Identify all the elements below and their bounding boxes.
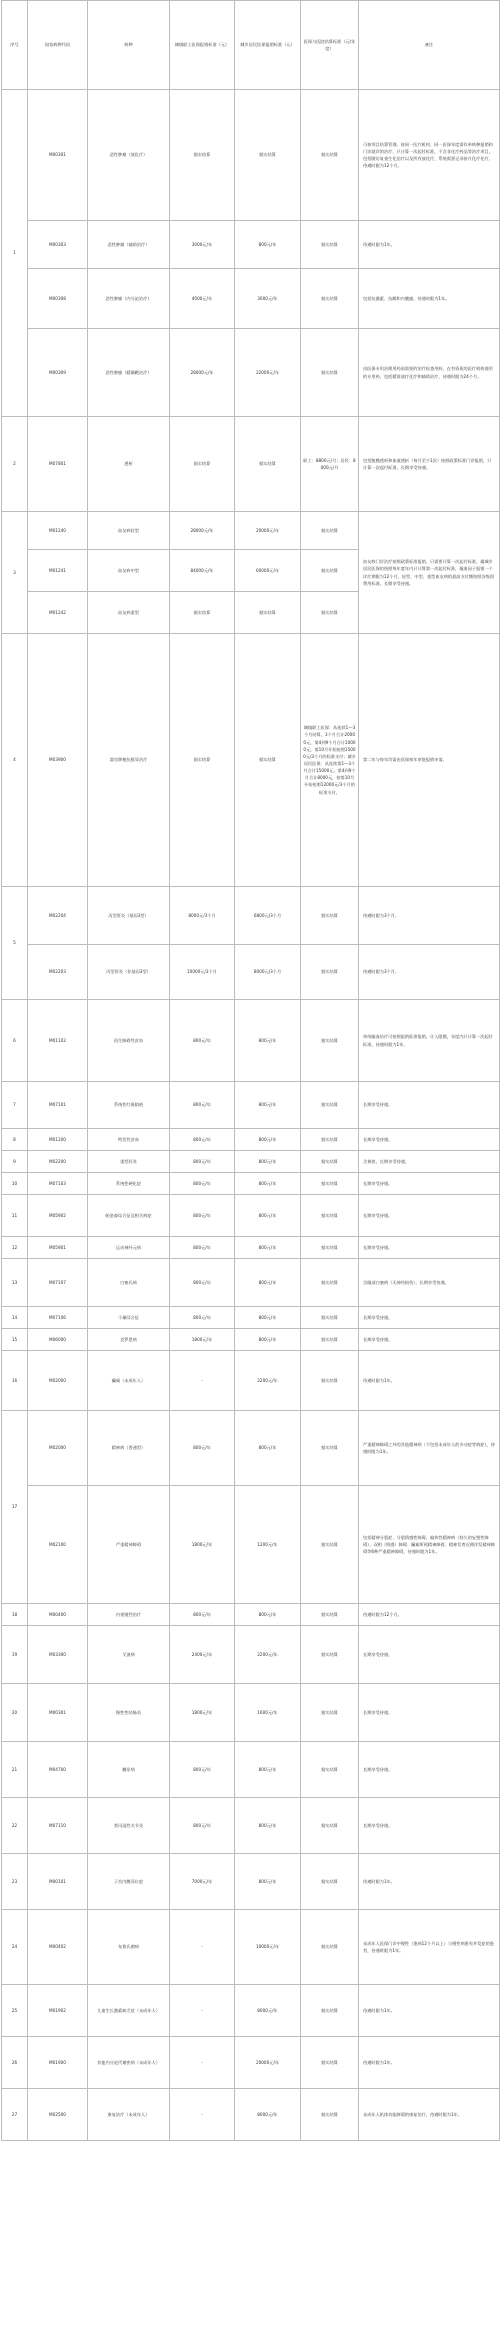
note-cell: 待遇时限为3个月。: [359, 887, 500, 945]
employee-standard-cell: 800元/年: [170, 1604, 235, 1626]
employee-standard-cell: 800元/年: [170, 1742, 235, 1798]
disease-name-cell: 特发性贫血: [88, 1129, 170, 1151]
disease-code-cell: M02203: [28, 945, 88, 1000]
disease-code-cell: M00101: [28, 1854, 88, 1910]
disease-code-cell: M00400: [28, 1604, 88, 1626]
disease-name-cell: 干燥综合征: [88, 1307, 170, 1329]
resident-standard-cell: 800元/年: [235, 1237, 301, 1259]
row-number-cell: 27: [2, 2089, 28, 2141]
disease-code-cell: M07103: [28, 1173, 88, 1195]
disease-code-cell: M01240: [28, 512, 88, 550]
disease-code-cell: M00303: [28, 221, 88, 269]
disease-code-cell: M00308: [28, 269, 88, 329]
disease-name-cell: 重型肝炎: [88, 1151, 170, 1173]
note-cell: 长期享受待遇。: [359, 1742, 500, 1798]
resident-standard-cell: 800元/年: [235, 1195, 301, 1237]
table-row: [2, 1151, 500, 1173]
settlement-standard-cell: 据实结算: [301, 2037, 359, 2089]
employee-standard-cell: 800元/年: [170, 1082, 235, 1129]
col-header-code: 国家病种代码: [28, 1, 88, 90]
settlement-standard-cell: 据实结算: [301, 1411, 359, 1486]
row-number-cell: 16: [2, 1351, 28, 1411]
note-cell: 待遇时限为1年。: [359, 221, 500, 269]
resident-standard-cell: 8000元/3个月: [235, 945, 301, 1000]
table-row: [2, 945, 500, 1000]
disease-name-cell: 丙型肝炎（基因3型）: [88, 887, 170, 945]
employee-standard-cell: 4000元/年: [170, 269, 235, 329]
note-cell: 长期享受待遇。: [359, 1798, 500, 1854]
disease-name-cell: 白塞氏病: [88, 1259, 170, 1307]
settlement-standard-cell: 据实结算: [301, 1351, 359, 1411]
resident-standard-cell: 800元/年: [235, 1411, 301, 1486]
settlement-standard-cell: 据实结算: [301, 1000, 359, 1082]
table-row: [2, 1626, 500, 1684]
disease-code-cell: M02204: [28, 887, 88, 945]
employee-standard-cell: 7000元/年: [170, 1854, 235, 1910]
disease-name-cell: 再生障碍性贫血: [88, 1000, 170, 1082]
disease-code-cell: M06000: [28, 1329, 88, 1351]
table-row: [2, 1351, 500, 1411]
resident-standard-cell: 8000元/年: [235, 1985, 301, 2037]
disease-name-cell: 恶性肿瘤（放化疗）: [88, 90, 170, 221]
table-row: [2, 2037, 500, 2089]
employee-standard-cell: 28000元/年: [170, 329, 235, 417]
disease-name-cell: 系统性红斑狼疮: [88, 1082, 170, 1129]
disease-name-cell: 内视镜性治疗: [88, 1604, 170, 1626]
employee-standard-cell: 据实结算: [170, 417, 235, 512]
disease-name-cell: 类风湿性关节炎: [88, 1798, 170, 1854]
note-cell: 血友病门诊治疗按照政策标准报销，只需要计算一次起付标准，属城乡居民医保的按照每年度年内只计算第一次起付标准，凝血因子报销一个诊疗期限为12个月，轻型、中型、重型血友病的最高支付额按照各级别费用标准。长期享受待遇。: [359, 512, 500, 634]
disease-name-cell: 血友病中型: [88, 550, 170, 592]
disease-name-cell: 其他内分泌代谢疾病（未成年人）: [88, 2037, 170, 2089]
note-cell: 待遇时限为1年。: [359, 1854, 500, 1910]
table-row: [2, 1173, 500, 1195]
employee-standard-cell: -: [170, 1351, 235, 1411]
col-header-employee-standard: 城镇职工医保报销标准（元）: [170, 1, 235, 90]
row-number-cell: 14: [2, 1307, 28, 1329]
employee-standard-cell: 据实结算: [170, 592, 235, 634]
resident-standard-cell: 60000元/年: [235, 550, 301, 592]
row-number-cell: 2: [2, 417, 28, 512]
row-number-cell: 4: [2, 634, 28, 887]
resident-standard-cell: 据实结算: [235, 417, 301, 512]
disease-code-cell: M00402: [28, 1910, 88, 1985]
employee-standard-cell: 据实结算: [170, 634, 235, 887]
employee-standard-cell: 800元/年: [170, 1151, 235, 1173]
row-number-cell: 1: [2, 90, 28, 417]
table-row: [2, 1486, 500, 1604]
disease-name-cell: 康复治疗（未成年人）: [88, 2089, 170, 2141]
settlement-standard-cell: 据实结算: [301, 1259, 359, 1307]
resident-standard-cell: 800元/年: [235, 1082, 301, 1129]
disease-name-cell: 丙型肝炎（非基因3型）: [88, 945, 170, 1000]
note-cell: 长期享受待遇。: [359, 1082, 500, 1129]
disease-name-cell: 帕金森综合征及相关病症: [88, 1195, 170, 1237]
employee-standard-cell: 10000元/3个月: [170, 945, 235, 1000]
table-row: [2, 1854, 500, 1910]
row-number-cell: 11: [2, 1195, 28, 1237]
resident-standard-cell: 6800元/3个月: [235, 887, 301, 945]
settlement-standard-cell: 据实结算: [301, 1910, 359, 1985]
table-row: [2, 1910, 500, 1985]
resident-standard-cell: 1200元/年: [235, 1486, 301, 1604]
resident-standard-cell: 800元/年: [235, 1259, 301, 1307]
employee-standard-cell: -: [170, 2037, 235, 2089]
settlement-standard-cell: 据实结算: [301, 1626, 359, 1684]
resident-standard-cell: 800元/年: [235, 1329, 301, 1351]
table-row: [2, 1798, 500, 1854]
col-header-no: 序号: [2, 1, 28, 90]
note-cell: 包括精神分裂症、分裂情感性障碍、偏执性精神病（持久的妄想性障碍）、双相（情感）障碍、癫痫所致精神障碍、精神发育迟滞伴发精神障碍等6种严重精神障碍，待遇时限为1年。: [359, 1486, 500, 1604]
note-cell: 包括抗激素、抗雌和内膜癌，待遇时限为1年。: [359, 269, 500, 329]
row-number-cell: 15: [2, 1329, 28, 1351]
disease-code-cell: M07801: [28, 417, 88, 512]
settlement-standard-cell: 据实结算: [301, 1684, 359, 1742]
row-number-cell: 21: [2, 1742, 28, 1798]
disease-code-cell: M01241: [28, 550, 88, 592]
settlement-standard-cell: 据实结算: [301, 1985, 359, 2037]
benefit-table: [1, 0, 500, 2141]
disease-name-cell: 运动神经元病: [88, 1237, 170, 1259]
disease-name-cell: 克罗恩病: [88, 1329, 170, 1351]
disease-name-cell: 精神病（普通型）: [88, 1411, 170, 1486]
employee-standard-cell: 800元/年: [170, 1259, 235, 1307]
resident-standard-cell: 800元/年: [235, 1000, 301, 1082]
disease-code-cell: M01902: [28, 1985, 88, 2037]
settlement-standard-cell: 据实结算: [301, 1129, 359, 1151]
disease-name-cell: 透析: [88, 417, 170, 512]
note-cell: 待遇时限为1年。: [359, 1985, 500, 2037]
disease-name-cell: 慢性性结肠炎: [88, 1684, 170, 1742]
employee-standard-cell: 800元/年: [170, 1129, 235, 1151]
table-body: [2, 90, 500, 2141]
employee-standard-cell: 800元/年: [170, 1237, 235, 1259]
settlement-standard-cell: 据实结算: [301, 1486, 359, 1604]
settlement-standard-cell: 据实结算: [301, 269, 359, 329]
resident-standard-cell: 800元/年: [235, 1307, 301, 1329]
header-row: [2, 1, 500, 90]
disease-code-cell: M02500: [28, 2089, 88, 2141]
disease-code-cell: M03300: [28, 1626, 88, 1684]
row-number-cell: 24: [2, 1910, 28, 1985]
settlement-standard-cell: 据实结算: [301, 887, 359, 945]
table-row: [2, 1604, 500, 1626]
employee-standard-cell: 3000元/年: [170, 221, 235, 269]
disease-name-cell: 血友病轻型: [88, 512, 170, 550]
table-row: [2, 269, 500, 329]
row-number-cell: 3: [2, 512, 28, 634]
disease-code-cell: M05902: [28, 1195, 88, 1237]
disease-code-cell: M07110: [28, 1798, 88, 1854]
disease-code-cell: M01900: [28, 2037, 88, 2089]
settlement-standard-cell: 城镇职工医保：从连续1—3个月结算，3个月合计20000元，第4到9个月合计10000元，第10月开始按照15000元/3个月的标准支付；城乡居民医保：从连续第1—3个月合计15000元，第4到9个月合计8000元，按第10月开始按照12000元/3个月的标准支付。: [301, 634, 359, 887]
row-number-cell: 6: [2, 1000, 28, 1082]
disease-name-cell: 严重精神障碍: [88, 1486, 170, 1604]
settlement-standard-cell: 据实结算: [301, 1329, 359, 1351]
employee-standard-cell: 1800元/年: [170, 1329, 235, 1351]
row-number-cell: 22: [2, 1798, 28, 1854]
table-row: [2, 417, 500, 512]
settlement-standard-cell: 据实结算: [301, 2089, 359, 2141]
note-cell: 长期享受待遇。: [359, 1237, 500, 1259]
note-cell: 长期享受待遇。: [359, 1129, 500, 1151]
note-cell: 单纯输血治疗可按照报销标准报销，计入限额，年度内只计算一次起付标准，待遇时限为1年。: [359, 1000, 500, 1082]
table-row: [2, 1411, 500, 1486]
disease-name-cell: 癫痫（未成年人）: [88, 1351, 170, 1411]
note-cell: 长期享受待遇。: [359, 1684, 500, 1742]
settlement-standard-cell: 据实结算: [301, 1604, 359, 1626]
note-cell: 待遇时限为1年。: [359, 2037, 500, 2089]
disease-code-cell: M02100: [28, 1486, 88, 1604]
settlement-standard-cell: 据实结算: [301, 1742, 359, 1798]
table-row: [2, 329, 500, 417]
note-cell: 长期享受待遇。: [359, 1626, 500, 1684]
employee-standard-cell: -: [170, 1910, 235, 1985]
row-number-cell: 7: [2, 1082, 28, 1129]
settlement-standard-cell: 据实结算: [301, 1798, 359, 1854]
col-header-resident-standard: 城乡居民医保报销标准（元）: [235, 1, 301, 90]
row-number-cell: 8: [2, 1129, 28, 1151]
row-number-cell: 20: [2, 1684, 28, 1742]
table-row: [2, 634, 500, 887]
settlement-standard-cell: 据实结算: [301, 1195, 359, 1237]
resident-standard-cell: 800元/年: [235, 221, 301, 269]
employee-standard-cell: 2400元/年: [170, 1626, 235, 1684]
table-row: [2, 1000, 500, 1082]
note-cell: 长期享受待遇。: [359, 1307, 500, 1329]
table-row: [2, 887, 500, 945]
table-row: [2, 1237, 500, 1259]
settlement-standard-cell: 据实结算: [301, 1082, 359, 1129]
employee-standard-cell: 800元/年: [170, 1411, 235, 1486]
table-row: [2, 1082, 500, 1129]
settlement-standard-cell: 据实结算: [301, 512, 359, 550]
disease-name-cell: 恶性肿瘤（内分泌治疗）: [88, 269, 170, 329]
note-cell: 含眼部白塞病（无神经损伤），长期享受待遇。: [359, 1259, 500, 1307]
employee-standard-cell: 800元/年: [170, 1000, 235, 1082]
disease-code-cell: M07106: [28, 1307, 88, 1329]
disease-name-cell: 恶性肿瘤（精确靶治疗）: [88, 329, 170, 417]
employee-standard-cell: -: [170, 2089, 235, 2141]
disease-name-cell: 系统性硬化症: [88, 1173, 170, 1195]
settlement-standard-cell: 据实结算: [301, 221, 359, 269]
employee-standard-cell: 28000元/年: [170, 512, 235, 550]
settlement-standard-cell: 据实结算: [301, 1307, 359, 1329]
note-cell: 待遇时限为1年。: [359, 1351, 500, 1411]
table-row: [2, 2089, 500, 2141]
table-row: [2, 1742, 500, 1798]
employee-standard-cell: -: [170, 1985, 235, 2037]
disease-code-cell: M02000: [28, 1411, 88, 1486]
note-cell: 含黄疸，长期享受待遇。: [359, 1151, 500, 1173]
note-cell: 未成年人机体功能障碍的康复治疗，待遇时限为1年。: [359, 2089, 500, 2141]
disease-code-cell: M03900: [28, 634, 88, 887]
note-cell: 待遇时限为3个月。: [359, 945, 500, 1000]
disease-code-cell: M00309: [28, 329, 88, 417]
note-cell: 未成年人医保门诊中慢性（患病12个月以上）与慢性病患有并发症的患者，待遇时限为1年。: [359, 1910, 500, 1985]
row-number-cell: 5: [2, 887, 28, 1000]
settlement-standard-cell: 据实结算: [301, 945, 359, 1000]
disease-code-cell: M02200: [28, 1151, 88, 1173]
employee-standard-cell: 1800元/年: [170, 1684, 235, 1742]
settlement-standard-cell: 职工：8800元/月；居民：8000元/月: [301, 417, 359, 512]
employee-standard-cell: 据实结算: [170, 90, 235, 221]
row-number-cell: 23: [2, 1854, 28, 1910]
disease-name-cell: 艾滋病: [88, 1626, 170, 1684]
settlement-standard-cell: 据实结算: [301, 1237, 359, 1259]
table-row: [2, 1329, 500, 1351]
col-header-note: 备注: [359, 1, 500, 90]
note-cell: 长期享受待遇。: [359, 1329, 500, 1351]
disease-name-cell: 血友病重型: [88, 592, 170, 634]
table-row: [2, 1259, 500, 1307]
resident-standard-cell: 据实结算: [235, 634, 301, 887]
disease-name-cell: 糖尿病: [88, 1742, 170, 1798]
resident-standard-cell: 800元/年: [235, 1604, 301, 1626]
resident-standard-cell: 2200元/年: [235, 1351, 301, 1411]
resident-standard-cell: 据实结算: [235, 90, 301, 221]
settlement-standard-cell: 据实结算: [301, 1854, 359, 1910]
row-number-cell: 17: [2, 1411, 28, 1604]
row-number-cell: 13: [2, 1259, 28, 1307]
row-number-cell: 26: [2, 2037, 28, 2089]
disease-code-cell: M05901: [28, 1237, 88, 1259]
disease-name-cell: 儿童生长激素缺乏症（未成年人）: [88, 1985, 170, 2037]
row-number-cell: 25: [2, 1985, 28, 2037]
resident-standard-cell: 8000元/年: [235, 2089, 301, 2141]
employee-standard-cell: 800元/年: [170, 1173, 235, 1195]
resident-standard-cell: 800元/年: [235, 1151, 301, 1173]
note-cell: 可按项目结算管理。按同一医疗机构、同一医保年度需作单病种报销和门诊就诊的治疗，只计算一次起付标准，不含非化疗药品等治疗项目，包括随访复查生化治疗以及所有放化疗，系统需要记录按月化疗化疗，待遇时限为12个月。: [359, 90, 500, 221]
settlement-standard-cell: 据实结算: [301, 592, 359, 634]
table-row: [2, 1985, 500, 2037]
settlement-standard-cell: 据实结算: [301, 550, 359, 592]
employee-standard-cell: 800元/年: [170, 1307, 235, 1329]
settlement-standard-cell: 据实结算: [301, 1173, 359, 1195]
resident-standard-cell: 1600元/年: [235, 1684, 301, 1742]
disease-code-cell: M01200: [28, 1129, 88, 1151]
resident-standard-cell: 800元/年: [235, 1129, 301, 1151]
resident-standard-cell: 800元/年: [235, 1173, 301, 1195]
table-row: [2, 1129, 500, 1151]
disease-code-cell: M07107: [28, 1259, 88, 1307]
resident-standard-cell: 2200元/年: [235, 1626, 301, 1684]
disease-code-cell: M07101: [28, 1082, 88, 1129]
table-row: [2, 512, 500, 550]
settlement-standard-cell: 据实结算: [301, 1151, 359, 1173]
resident-standard-cell: 800元/年: [235, 1798, 301, 1854]
row-number-cell: 9: [2, 1151, 28, 1173]
row-number-cell: 12: [2, 1237, 28, 1259]
note-cell: 由医保专用治理用药前需要的治疗检查用药，在有资质的医疗机构使用的专用药，包括精准放疗化疗和辅助治疗，待遇时限为24个月。: [359, 329, 500, 417]
employee-standard-cell: 800元/年: [170, 1195, 235, 1237]
note-cell: 严重精神障碍之外的其他精神病（不包括未成年人的多动症等病症），待遇时限为1年。: [359, 1411, 500, 1486]
employee-standard-cell: 8000元/3个月: [170, 887, 235, 945]
disease-code-cell: M00301: [28, 90, 88, 221]
col-header-settlement: 医保与医院结算标准（元/年度）: [301, 1, 359, 90]
resident-standard-cell: 20000元/年: [235, 2037, 301, 2089]
resident-standard-cell: 3000元/年: [235, 269, 301, 329]
disease-code-cell: M02000: [28, 1351, 88, 1411]
resident-standard-cell: 22000元/年: [235, 329, 301, 417]
disease-name-cell: 布鲁氏菌病: [88, 1910, 170, 1985]
disease-name-cell: 器官移植抗排异治疗: [88, 634, 170, 887]
disease-code-cell: M00301: [28, 1684, 88, 1742]
table-row: [2, 90, 500, 221]
disease-name-cell: 恶性肿瘤（辅助治疗）: [88, 221, 170, 269]
disease-name-cell: 子宫内膜异位症: [88, 1854, 170, 1910]
settlement-standard-cell: 据实结算: [301, 90, 359, 221]
table-row: [2, 221, 500, 269]
row-number-cell: 19: [2, 1626, 28, 1684]
row-number-cell: 10: [2, 1173, 28, 1195]
employee-standard-cell: 800元/年: [170, 1798, 235, 1854]
resident-standard-cell: 10000元/年: [235, 1910, 301, 1985]
row-number-cell: 18: [2, 1604, 28, 1626]
disease-code-cell: M04700: [28, 1742, 88, 1798]
resident-standard-cell: 800元/年: [235, 1854, 301, 1910]
disease-code-cell: M01102: [28, 1000, 88, 1082]
note-cell: 第二年与每年均需由医保按年审批报销申请。: [359, 634, 500, 887]
note-cell: 长期享受待遇。: [359, 1173, 500, 1195]
table-row: [2, 1684, 500, 1742]
disease-code-cell: M01242: [28, 592, 88, 634]
note-cell: 长期享受待遇。: [359, 1195, 500, 1237]
table-row: [2, 1195, 500, 1237]
settlement-standard-cell: 据实结算: [301, 329, 359, 417]
note-cell: 待遇时限为12个月。: [359, 1604, 500, 1626]
employee-standard-cell: 84000元/年: [170, 550, 235, 592]
resident-standard-cell: 800元/年: [235, 1742, 301, 1798]
table-row: [2, 1307, 500, 1329]
col-header-disease: 病种: [88, 1, 170, 90]
resident-standard-cell: 20000元/年: [235, 512, 301, 550]
resident-standard-cell: 据实结算: [235, 592, 301, 634]
employee-standard-cell: 1800元/年: [170, 1486, 235, 1604]
note-cell: 包括腹膜透析和血液透析（每月至少1次）按照政策标准门诊报销，只计算一次起付标准，长期享受待遇。: [359, 417, 500, 512]
